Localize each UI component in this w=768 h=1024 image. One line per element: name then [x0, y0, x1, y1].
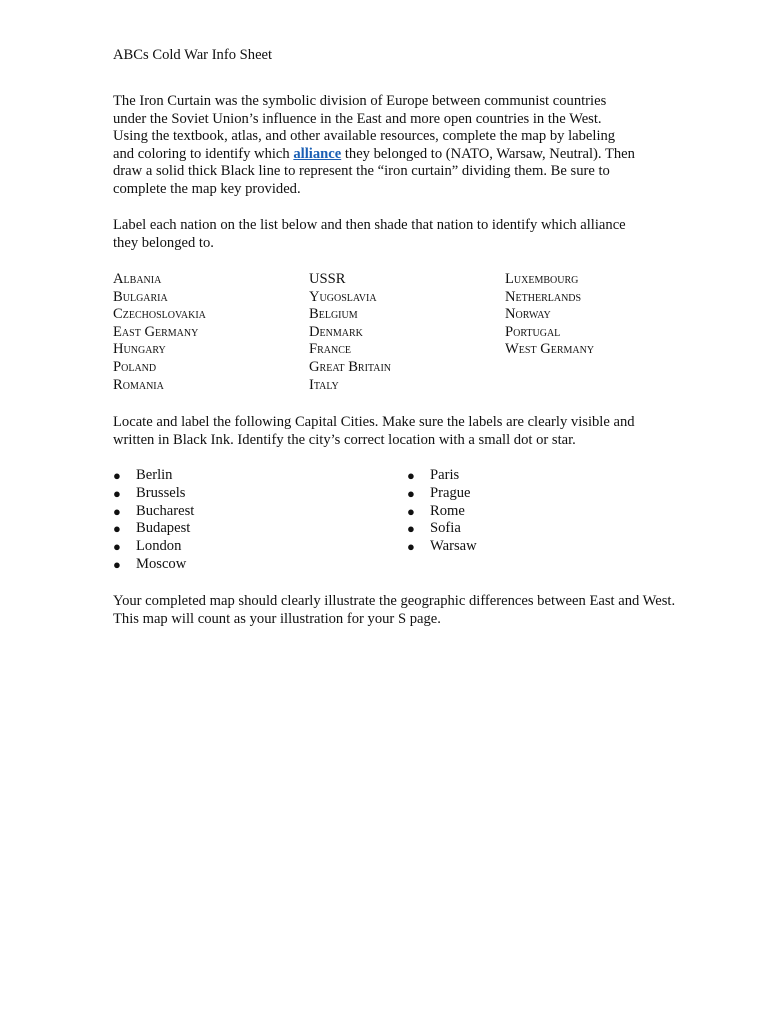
nation-item: Netherlands [505, 288, 582, 305]
nation-item: Hungary [113, 341, 166, 358]
bullet-icon: ● [407, 539, 415, 555]
capital-item [113, 467, 194, 485]
document-title: ABCs Cold War Info Sheet [113, 47, 273, 63]
nation-item: Yugoslavia [309, 288, 377, 305]
capital-name: Warsaw [430, 538, 477, 555]
label-instructions [113, 217, 673, 252]
intro-line-with-link [113, 146, 673, 164]
instruction-line: they belonged to. [113, 234, 214, 251]
instruction-line: Label each nation on the list below and then shade that nation to identify which alliance [113, 217, 626, 233]
nation-item: France [309, 341, 352, 358]
nations-column-2 [309, 271, 391, 394]
bullet-icon: ● [113, 539, 121, 555]
capital-item [407, 503, 477, 521]
bullet-icon: ● [407, 485, 415, 501]
nation-item: Poland [113, 358, 157, 375]
closing-line: This map will count as your illustration for your S page. [113, 610, 441, 627]
capital-name: Paris [430, 467, 460, 483]
bullet-icon: ● [407, 521, 415, 537]
capital-name: Brussels [136, 484, 186, 501]
capital-name: Budapest [136, 520, 191, 537]
capital-name: Moscow [136, 555, 187, 572]
nation-item: East Germany [113, 323, 199, 340]
intro-line: draw a solid thick Black line to represent the “iron curtain” dividing them. Be sure to [113, 163, 610, 180]
bullet-icon: ● [407, 503, 415, 519]
capital-name: Berlin [136, 467, 173, 483]
nation-item: Bulgaria [113, 288, 168, 305]
nation-item: Italy [309, 376, 339, 393]
capital-item [407, 538, 477, 556]
nations-column-1 [113, 271, 206, 394]
nation-item: Great Britain [309, 358, 392, 375]
capital-instructions [113, 414, 713, 449]
bullet-icon: ● [113, 521, 121, 537]
capitals-column-2 [407, 467, 477, 556]
capitals-column-1 [113, 467, 194, 574]
intro-line: under the Soviet Union’s influence in the East and more open countries in the West. [113, 110, 602, 127]
intro-line: complete the map key provided. [113, 180, 301, 197]
capital-name: Sofia [430, 520, 461, 537]
capital-item [113, 520, 194, 538]
intro-line: The Iron Curtain was the symbolic division of Europe between communist countries [113, 93, 607, 109]
bullet-icon: ● [407, 468, 415, 483]
nations-column-3 [505, 271, 594, 359]
bullet-icon: ● [113, 556, 121, 572]
intro-text: they belonged to (NATO, Warsaw, Neutral). Then [341, 145, 635, 162]
intro-line: Using the textbook, atlas, and other available resources, complete the map by labeling [113, 128, 616, 145]
capital-item [407, 485, 477, 503]
nation-item: Luxembourg [505, 271, 579, 287]
capital-item [113, 538, 194, 556]
intro-paragraph [113, 93, 673, 199]
nation-item: Albania [113, 271, 162, 287]
nation-item: Norway [505, 306, 551, 323]
bullet-icon: ● [113, 503, 121, 519]
capital-name: Prague [430, 484, 471, 501]
instruction-line: written in Black Ink. Identify the city’s correct location with a small dot or star. [113, 431, 576, 448]
bullet-icon: ● [113, 468, 121, 483]
capital-item [113, 485, 194, 503]
intro-text: and coloring to identify which [113, 145, 294, 162]
nation-item: Romania [113, 376, 164, 393]
capital-name: Bucharest [136, 502, 195, 519]
nation-item: Belgium [309, 306, 358, 323]
capital-item [407, 520, 477, 538]
closing-paragraph [113, 593, 733, 628]
capital-item [113, 556, 194, 574]
bullet-icon: ● [113, 485, 121, 501]
nation-item: West Germany [505, 341, 595, 358]
capital-item [113, 503, 194, 521]
nation-item: Portugal [505, 323, 561, 340]
closing-line: Your completed map should clearly illustrate the geographic differences between East and West. [113, 593, 676, 609]
capital-item [407, 467, 477, 485]
alliance-link[interactable]: alliance [293, 145, 342, 162]
instruction-line: Locate and label the following Capital Cities. Make sure the labels are clearly visible and [113, 414, 635, 430]
capital-name: Rome [430, 502, 465, 519]
nation-item: Denmark [309, 323, 363, 340]
capital-name: London [136, 538, 182, 555]
nation-item: USSR [309, 271, 346, 287]
nation-item: Czechoslovakia [113, 306, 206, 323]
